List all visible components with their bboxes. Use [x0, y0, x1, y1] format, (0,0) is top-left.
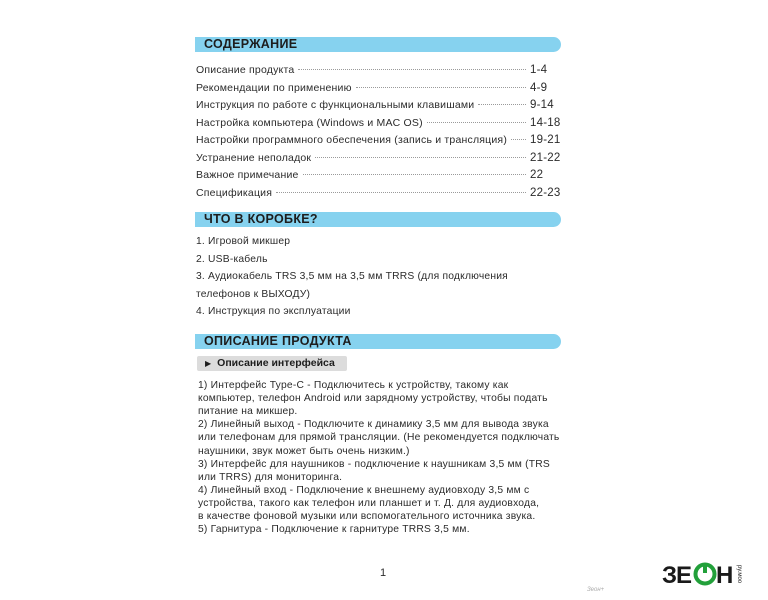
toc-row [196, 152, 566, 168]
toc-title: Описание продукта [196, 64, 295, 76]
toc-leader-dots [276, 192, 526, 193]
interface-line: в качестве фоновой музыки или вспомогательного источника звука. [198, 511, 536, 522]
toc-title: Важное примечание [196, 169, 299, 181]
toc-pages: 1-4 [530, 64, 548, 76]
toc-pages: 21-22 [530, 151, 561, 164]
box-item: телефонов к ВЫХОДУ) [196, 288, 311, 300]
toc-pages: 14-18 [530, 116, 561, 129]
toc-row [196, 187, 566, 203]
interface-line: 2) Линейный выход - Подключите к динамику 3,5 мм для вывода звука [198, 419, 549, 431]
zeon-logo-icon [662, 561, 762, 587]
interface-line: устройства, такого как телефон или планшет и т. Д. для аудиовхода, [198, 497, 540, 509]
interface-subheading [197, 356, 347, 371]
toc-row [196, 117, 566, 133]
toc-leader-dots [478, 104, 526, 105]
box-item: 2. USB-кабель [196, 253, 268, 265]
svg-text:ЗЕ: ЗЕ [662, 562, 692, 587]
interface-line: 5) Гарнитура - Подключение к гарнитуре TRRS 3,5 мм. [198, 524, 470, 536]
interface-line: или телефонам для прямой трансляции. (Не рекомендуется подключать [198, 432, 560, 444]
toc-leader-dots [298, 69, 526, 70]
toc-leader-dots [356, 87, 526, 88]
toc-pages: 22-23 [530, 186, 561, 199]
interface-line: питание на микшер. [198, 406, 298, 418]
toc-leader-dots [511, 139, 526, 140]
section-header-box: ЧТО В КОРОБКЕ? [195, 212, 561, 227]
section-header-contents: СОДЕРЖАНИЕ [195, 37, 561, 52]
toc-row [196, 82, 566, 98]
interface-line: 4) Линейный вход - Подключение к внешнему аудиовходу 3,5 мм с [198, 484, 530, 496]
box-item: 3. Аудиокабель TRS 3,5 мм на 3,5 мм TRRS (для подключения [196, 271, 508, 282]
toc-title: Настройки программного обеспечения (запись и трансляция) [196, 134, 508, 146]
toc-pages: 4-9 [530, 81, 548, 94]
watermark-text: Зеон+ [587, 587, 605, 593]
interface-subheading-label: Описание интерфейса [217, 357, 335, 369]
toc-leader-dots [303, 174, 526, 175]
toc-leader-dots [315, 157, 526, 158]
box-item: 1. Игровой микшер [196, 236, 291, 247]
toc-title: Устранение неполадок [196, 151, 312, 164]
interface-line: 3) Интерфейс для наушников - подключение к наушникам 3,5 мм (TRS [198, 458, 550, 470]
toc-leader-dots [427, 122, 526, 123]
toc-pages: 19-21 [530, 134, 561, 146]
brand-logo [662, 561, 762, 587]
play-arrow-icon: ▶ [205, 359, 212, 368]
toc-row [196, 169, 566, 185]
logo-side-text: ру.моо [736, 565, 742, 584]
interface-line: 1) Интерфейс Type-C - Подключитесь к устройству, такому как [198, 380, 509, 391]
interface-line: или TRRS) для мониторинга. [198, 471, 343, 483]
interface-line: наушники, звук может быть очень низким.) [198, 445, 410, 457]
toc-title: Спецификация [196, 186, 273, 199]
toc-row [196, 134, 566, 150]
toc-row [196, 99, 566, 115]
toc-row [196, 64, 566, 80]
toc-pages: 22 [530, 169, 544, 181]
interface-line: компьютер, телефон Android или зарядному устройству, чтобы подать [198, 393, 548, 405]
toc-pages: 9-14 [530, 99, 554, 111]
section-header-description: ОПИСАНИЕ ПРОДУКТА [195, 334, 561, 349]
toc-title: Настройка компьютера (Windows и MAC OS) [196, 116, 423, 129]
page-number: 1 [380, 567, 387, 579]
toc-title: Рекомендации по применению [196, 81, 352, 94]
svg-text:Н: Н [716, 562, 734, 587]
box-item: 4. Инструкция по эксплуатации [196, 306, 351, 317]
toc-title: Инструкция по работе с функциональными клавишами [196, 99, 475, 111]
